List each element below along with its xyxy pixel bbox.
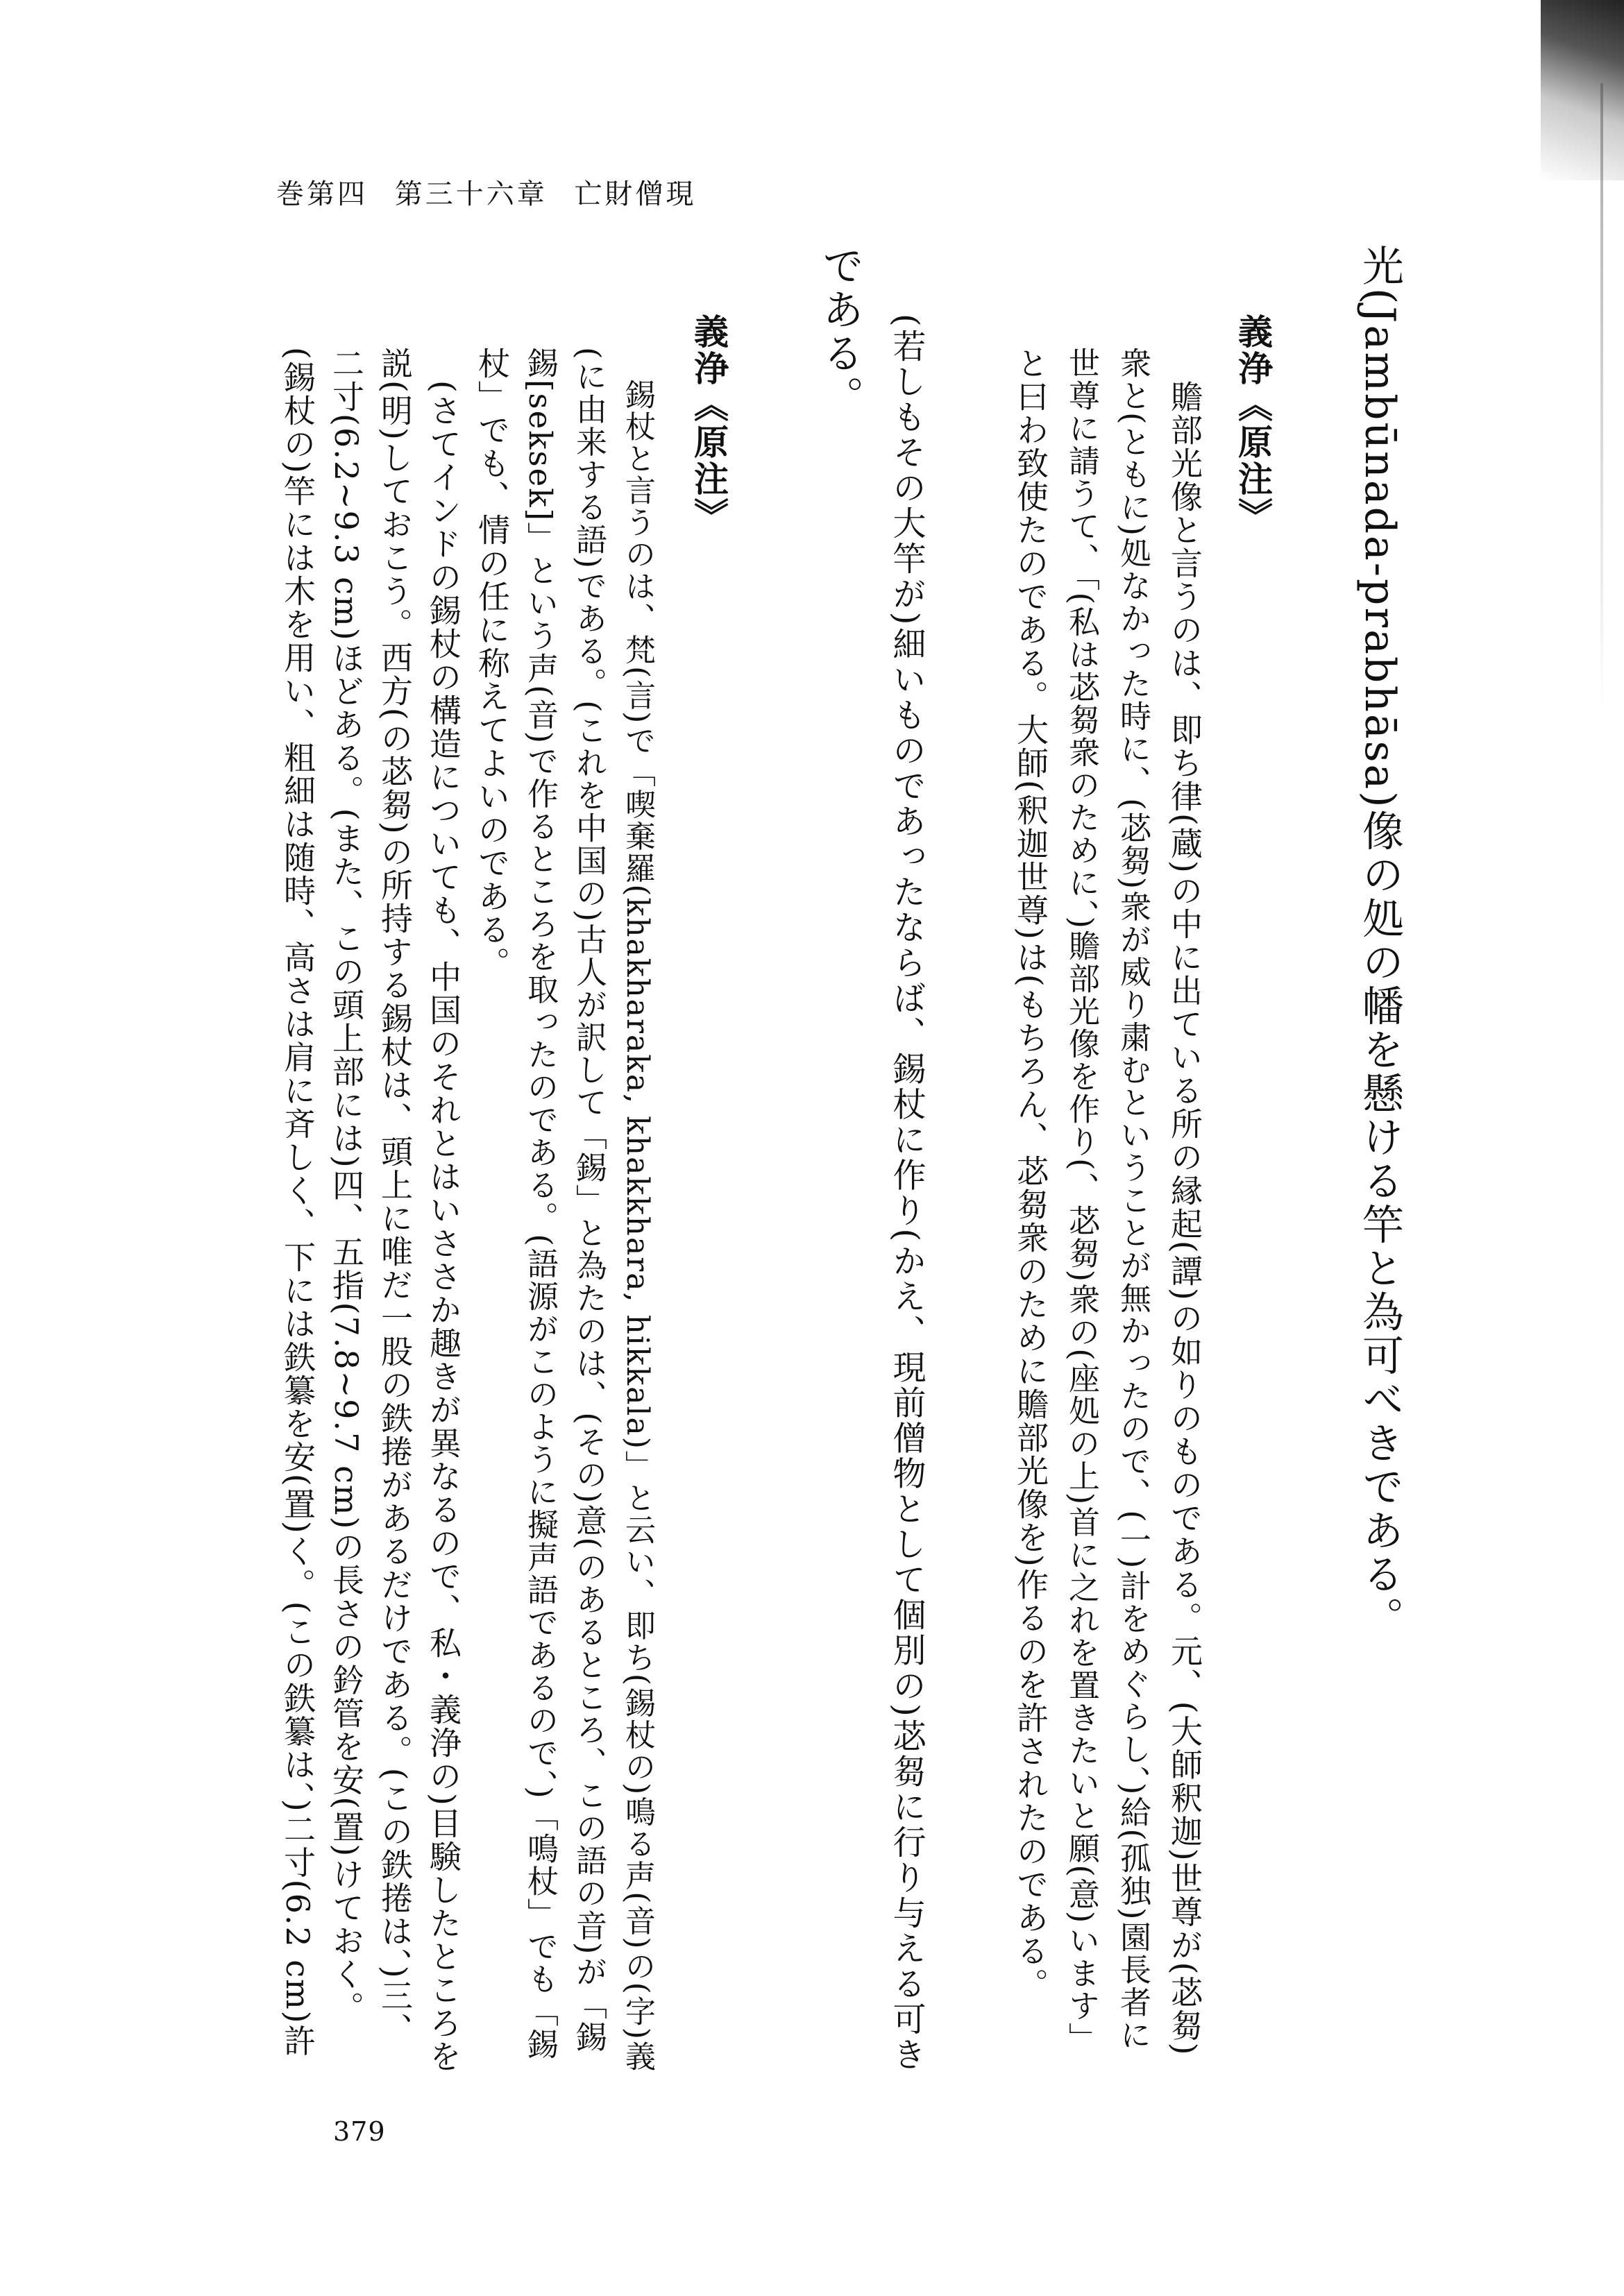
note-text-column: 二寸(6.2~9.3 cm)ほどある。(また、この頭上部には)四、五指(7.8~9.7 cm)の長さの鈐管を安(置)けておく。 bbox=[328, 347, 365, 2025]
page-number: 379 bbox=[333, 2116, 386, 2147]
note-text-column: 衆と(ともに)処なかった時に、(苾芻)衆が威り粛むということが無かったので、(一)計をめぐらし、)給(孤独)園長者に bbox=[1115, 347, 1151, 2052]
note-text-column: 錫[seksek]」という声(音)で作るところを取ったのである。(語源がこのように擬声語であるので、)「鳴杖」でも「錫 bbox=[522, 347, 559, 2061]
note-text-column: 錫杖と言うのは、梵(言)で「喫棄羅(khakharaka, khakkhara, hikkala)」と云い、即ち(錫杖の)鳴る声(音)の(字)義 bbox=[620, 347, 655, 2073]
main-text-column: (若しもその大竿が)細いものであったならば、錫杖に作り(かえ、現前僧物として個別の)苾芻に行り与える可き bbox=[887, 314, 926, 2073]
note-text-column: (錫杖の)竿には木を用い、粗細は随時、高さは肩に斉しく、下には鉄纂を安(置)く。(この鉄纂は、)二寸(6.2 cm)許 bbox=[279, 347, 316, 2058]
note-text-column: 世尊に請うて、「(私は苾芻衆のために、)贍部光像を作り(、苾芻)衆の(座処の上)首に之れを置きたいと願(意)います」 bbox=[1063, 347, 1100, 2055]
main-text-column: 光(Jambūnada-prabhāsa)像の処の幡を懸ける竿と為可べきである。 bbox=[1355, 244, 1404, 1640]
running-head-title: 亡財僧現 bbox=[574, 178, 697, 210]
running-head bbox=[276, 172, 711, 212]
note-text-column: (さてインドの錫杖の構造についても、中国のそれとはいささか趣きが異なるので、私・義浄の)目験したところを bbox=[425, 347, 462, 2073]
scan-edge-line bbox=[1600, 83, 1603, 708]
running-head-chapter: 第三十六章 bbox=[394, 178, 548, 210]
note-heading: 義浄《原注》 bbox=[1233, 314, 1274, 534]
main-text-column: である。 bbox=[815, 244, 864, 419]
note-text-column: 杖」でも、情の任に称えてよいのである。 bbox=[473, 347, 511, 980]
scan-shadow bbox=[1541, 0, 1624, 180]
note-heading: 義浄《原注》 bbox=[688, 314, 729, 534]
note-text-column: (に由来する語)である。(これを中国の)古人が訳して「錫」と為たのは、(その)意(のあるところ、この語の音)が「錫 bbox=[570, 347, 607, 2054]
note-text-column: 贍部光像と言うのは、即ち律(蔵)の中に出ている所の縁起(譚)の如りのものである。元、(大師釈迦)世尊が(苾芻) bbox=[1166, 347, 1203, 2057]
note-text-column: 説(明)しておこう。西方(の苾芻)の所持する錫杖は、頭上に唯だ一股の鉄捲があるだけである。(この鉄捲は、)三、 bbox=[376, 347, 414, 2046]
running-head-volume: 巻第四 bbox=[276, 178, 368, 210]
note-text-column: と曰わ致使たのである。大師(釈迦世尊)は(もちろん、苾芻衆のために贍部光像を)作るのを許されたのである。 bbox=[1012, 347, 1049, 2001]
